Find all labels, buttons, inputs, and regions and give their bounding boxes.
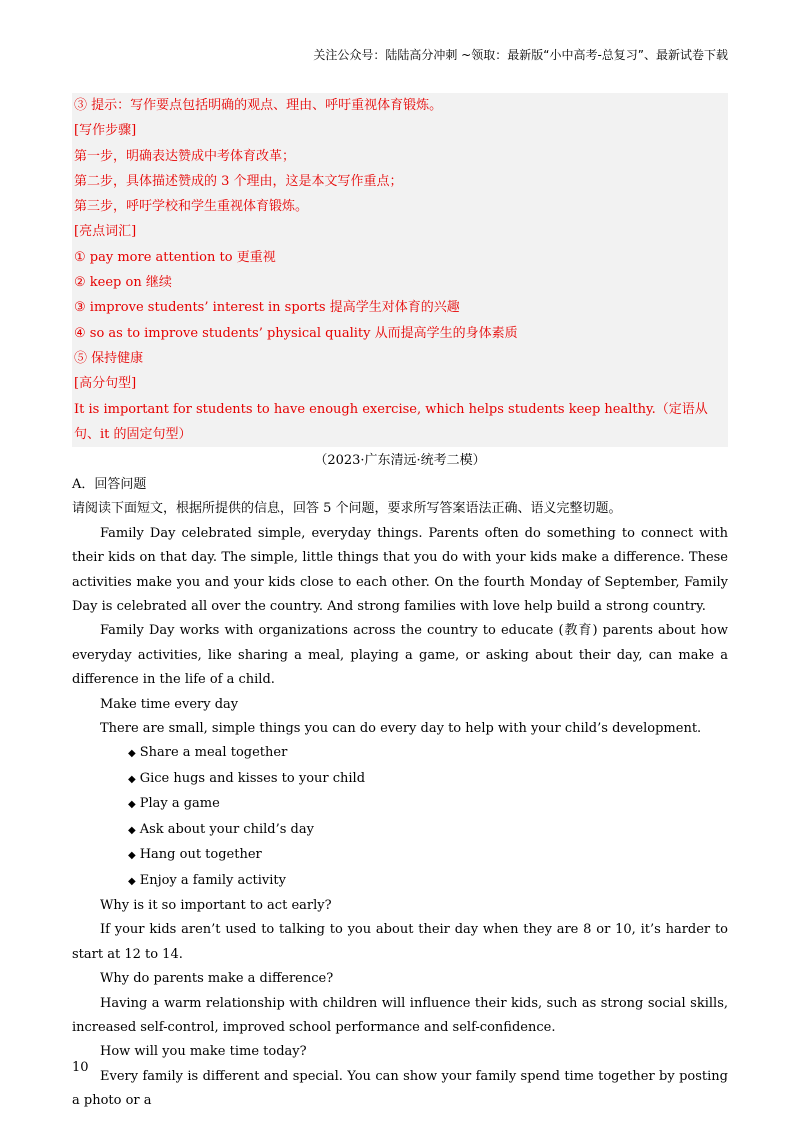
list-item: ◆ Play a game <box>72 792 728 817</box>
paragraph-1: Family Day celebrated simple, everyday things. Parents often do something to connect with their kids on that day. The simple, little things that you do with your kids make a difference. These activities make you and your kids close to each other. On the fourth Monday of September, Family Day is celebrated all over the country. And strong families with love help build a strong country. <box>72 525 728 615</box>
diamond-bullet-icon: ◆ <box>128 875 136 887</box>
sentence-title: [高分句型] <box>74 376 137 392</box>
vocab-2: ② keep on 继续 <box>74 275 172 291</box>
reading-passage <box>72 473 728 1114</box>
vocab-title: [亮点词汇] <box>74 224 137 240</box>
heading-make-time: Make time every day <box>100 696 239 712</box>
list-item: ◆ Enjoy a family activity <box>72 869 728 894</box>
instruction: 请阅读下面短文，根据所提供的信息，回答 5 个问题，要求所写答案语法正确、语义完整切题。 <box>72 501 622 517</box>
diamond-bullet-icon: ◆ <box>128 850 136 862</box>
heading-parents-difference: Why do parents make a difference? <box>100 971 334 987</box>
paragraph-3: There are small, simple things you can do every day to help with your child’s development. <box>100 721 702 737</box>
diamond-bullet-icon: ◆ <box>128 799 136 811</box>
diamond-bullet-icon: ◆ <box>128 824 136 836</box>
heading-act-early: Why is it so important to act early? <box>100 897 332 913</box>
paragraph-5: Having a warm relationship with children will influence their kids, such as strong social skills, increased self-control, improved school performance and self-confidence. <box>72 995 728 1035</box>
paragraph-4: If your kids aren’t used to talking to you about their day when they are 8 or 10, it’s harder to start at 12 to 14. <box>72 922 728 962</box>
section-title: A．回答问题 <box>72 477 147 492</box>
question-source: （2023·广东清远·统考二模） <box>314 453 486 468</box>
vocab-1: ① pay more attention to 更重视 <box>74 249 276 265</box>
step-1: 第一步，明确表达赞成中考体育改革； <box>74 148 296 164</box>
vocab-5: ⑤ 保持健康 <box>74 350 144 366</box>
list-item: ◆ Share a meal together <box>72 741 728 766</box>
heading-make-time-today: How will you make time today? <box>100 1044 307 1060</box>
steps-title: [写作步骤] <box>74 123 137 139</box>
vocab-4: ④ so as to improve students’ physical quality 从而提高学生的身体素质 <box>74 325 518 341</box>
step-2: 第二步，具体描述赞成的 3 个理由，这是本文写作重点； <box>74 173 403 189</box>
diamond-bullet-icon: ◆ <box>128 748 136 760</box>
paragraph-2: Family Day works with organizations across the country to educate (教育) parents about how everyday activities, like sharing a meal, playing a game, or asking about their day, can make a difference in the life of a child. <box>72 623 728 688</box>
list-item: ◆ Gice hugs and kisses to your child <box>72 767 728 792</box>
list-item: ◆ Ask about your child’s day <box>72 818 728 843</box>
diamond-bullet-icon: ◆ <box>128 773 136 785</box>
page-header: 关注公众号：陆陆高分冲刺 ~领取：最新版“小中高考-总复习”、最新试卷下载 <box>313 48 728 62</box>
writing-tips-box <box>72 93 728 447</box>
tip-line: ③ 提示：写作要点包括明确的观点、理由、呼吁重视体育锻炼。 <box>74 98 443 113</box>
sentence-pattern: It is important for students to have enough exercise, which helps students keep healthy.（定语从句、it 的固定句型） <box>74 401 708 442</box>
vocab-3: ③ improve students’ interest in sports 提高学生对体育的兴趣 <box>74 300 460 316</box>
list-item: ◆ Hang out together <box>72 843 728 868</box>
step-3: 第三步，呼吁学校和学生重视体育锻炼。 <box>74 199 309 215</box>
page-number: 10 <box>72 1060 89 1075</box>
paragraph-6: Every family is different and special. You can show your family spend time together by posting a photo or a <box>72 1068 728 1109</box>
